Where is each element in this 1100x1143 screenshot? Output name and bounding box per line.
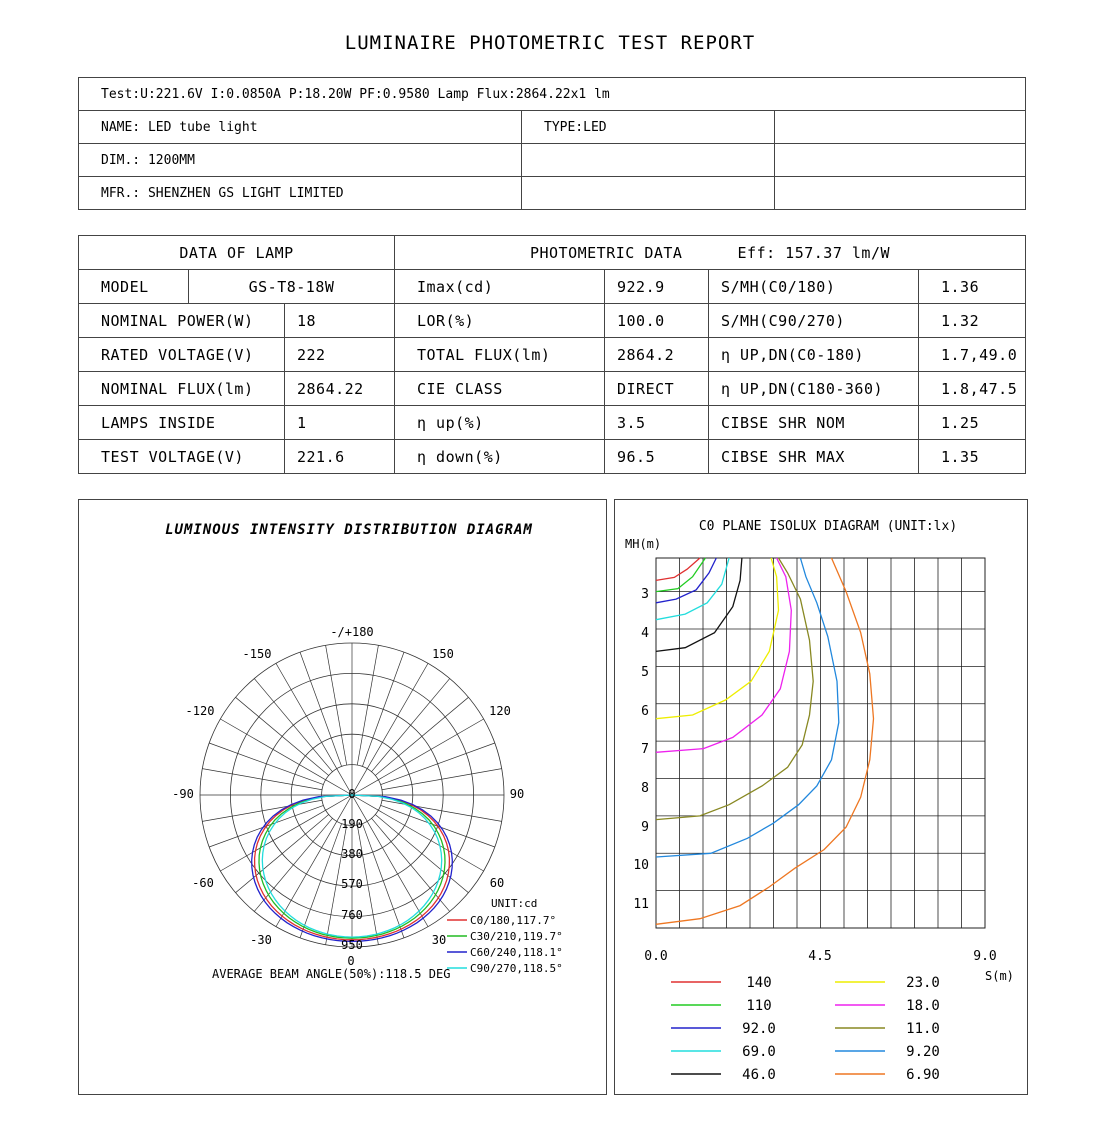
photo-value-2: 1.25 bbox=[919, 406, 1026, 440]
lamp-value: 2864.22 bbox=[285, 372, 395, 406]
photo-label-2: η UP,DN(C0-180) bbox=[709, 338, 919, 372]
data-row bbox=[79, 338, 1026, 372]
y-tick: 5 bbox=[641, 665, 649, 680]
polar-spoke bbox=[254, 679, 332, 772]
angle-label: -90 bbox=[172, 787, 194, 801]
polar-spoke bbox=[352, 795, 378, 810]
radial-label: 760 bbox=[341, 908, 363, 922]
legend-label: 110 bbox=[746, 998, 772, 1014]
legend-label: 11.0 bbox=[906, 1021, 940, 1037]
angle-label: -30 bbox=[250, 933, 272, 947]
radial-label: 190 bbox=[341, 817, 363, 831]
legend-label: 140 bbox=[746, 975, 772, 991]
polar-spoke bbox=[375, 697, 468, 775]
y-tick: 7 bbox=[641, 742, 649, 757]
polar-diagram bbox=[79, 500, 606, 1094]
legend-label: C60/240,118.1° bbox=[470, 946, 563, 959]
photo-value-2: 1.7,49.0 bbox=[919, 338, 1026, 372]
photo-label-2: CIBSE SHR MAX bbox=[709, 440, 919, 474]
y-tick: 6 bbox=[641, 704, 649, 719]
photo-label: η down(%) bbox=[395, 440, 605, 474]
photo-value: 96.5 bbox=[605, 440, 709, 474]
polar-diagram-panel bbox=[78, 499, 607, 1095]
legend-label: 69.0 bbox=[742, 1044, 776, 1060]
data-row bbox=[79, 304, 1026, 338]
empty-cell bbox=[522, 144, 775, 177]
y-tick: 8 bbox=[641, 781, 649, 796]
angle-label: 150 bbox=[432, 647, 454, 661]
photo-value-2: 1.36 bbox=[919, 270, 1026, 304]
x-axis-label: S(m) bbox=[985, 969, 1014, 983]
isolux-curve bbox=[656, 558, 791, 752]
legend-label: 6.90 bbox=[906, 1067, 940, 1083]
polar-spoke bbox=[362, 652, 404, 766]
name-row bbox=[79, 111, 1026, 144]
y-tick: 11 bbox=[633, 897, 649, 912]
isolux-curve bbox=[656, 558, 742, 651]
data-table bbox=[78, 235, 1026, 474]
angle-label: 60 bbox=[489, 876, 505, 890]
lamp-label: LAMPS INSIDE bbox=[79, 406, 285, 440]
y-tick: 3 bbox=[641, 587, 649, 602]
legend-label: C90/270,118.5° bbox=[470, 962, 563, 975]
isolux-curve bbox=[656, 558, 779, 719]
isolux-legend bbox=[671, 975, 940, 1083]
beam-angle-label: AVERAGE BEAM ANGLE(50%):118.5 DEG bbox=[212, 967, 451, 981]
isolux-chart bbox=[615, 500, 1027, 1094]
lamp-label: NOMINAL POWER(W) bbox=[79, 304, 285, 338]
model-value: GS-T8-18W bbox=[189, 270, 395, 304]
radial-label: 0 bbox=[348, 787, 356, 801]
lamp-label: NOMINAL FLUX(lm) bbox=[79, 372, 285, 406]
mfr-cell: MFR.: SHENZHEN GS LIGHT LIMITED bbox=[79, 177, 522, 210]
polar-spoke bbox=[375, 815, 468, 893]
y-tick: 4 bbox=[641, 626, 649, 641]
x-tick: 4.5 bbox=[808, 949, 832, 964]
empty-cell bbox=[775, 177, 1026, 210]
legend-label: 18.0 bbox=[906, 998, 940, 1014]
y-tick: 10 bbox=[633, 858, 649, 873]
polar-spoke bbox=[236, 815, 329, 893]
polar-title: LUMINOUS INTENSITY DISTRIBUTION DIAGRAM bbox=[165, 522, 533, 538]
test-line: Test:U:221.6V I:0.0850A P:18.20W PF:0.9580 Lamp Flux:2864.22x1 lm bbox=[79, 78, 1026, 111]
report-title: LUMINAIRE PHOTOMETRIC TEST REPORT bbox=[344, 32, 756, 54]
photo-label-2: CIBSE SHR NOM bbox=[709, 406, 919, 440]
dim-row bbox=[79, 144, 1026, 177]
legend-label: C30/210,119.7° bbox=[470, 930, 563, 943]
empty-cell bbox=[522, 177, 775, 210]
empty-cell bbox=[775, 111, 1026, 144]
polar-spoke bbox=[300, 824, 342, 938]
polar-spoke bbox=[209, 743, 323, 785]
name-cell: NAME: LED tube light bbox=[79, 111, 522, 144]
photo-label-2: η UP,DN(C180-360) bbox=[709, 372, 919, 406]
legend-label: 9.20 bbox=[906, 1044, 940, 1060]
legend-label: 46.0 bbox=[742, 1067, 776, 1083]
unit-label: UNIT:cd bbox=[491, 897, 538, 910]
data-row bbox=[79, 406, 1026, 440]
y-axis-label: MH(m) bbox=[625, 537, 662, 551]
polar-spoke bbox=[202, 769, 322, 790]
photo-value: 100.0 bbox=[605, 304, 709, 338]
photo-value-2: 1.32 bbox=[919, 304, 1026, 338]
photo-label: TOTAL FLUX(lm) bbox=[395, 338, 605, 372]
angle-label: -/+180 bbox=[330, 625, 374, 639]
photo-label: Imax(cd) bbox=[395, 270, 605, 304]
angle-label: -120 bbox=[185, 704, 215, 718]
angle-label: 0 bbox=[347, 954, 355, 968]
efficacy: Eff: 157.37 lm/W bbox=[737, 243, 891, 262]
polar-spoke bbox=[357, 645, 378, 765]
photometric-title: PHOTOMETRIC DATA bbox=[529, 243, 683, 262]
lamp-label: TEST VOLTAGE(V) bbox=[79, 440, 285, 474]
isolux-diagram-panel bbox=[614, 499, 1028, 1095]
angle-label: 90 bbox=[509, 787, 525, 801]
legend-label: 92.0 bbox=[742, 1021, 776, 1037]
mfr-row bbox=[79, 177, 1026, 210]
angle-label: 30 bbox=[431, 933, 447, 947]
model-row bbox=[79, 270, 1026, 304]
polar-legend bbox=[447, 897, 563, 975]
radial-label: 570 bbox=[341, 877, 363, 891]
polar-spoke bbox=[382, 769, 502, 790]
header-row bbox=[79, 236, 1026, 270]
model-label: MODEL bbox=[79, 270, 189, 304]
angle-label: -60 bbox=[192, 876, 214, 890]
photo-label: η up(%) bbox=[395, 406, 605, 440]
polar-spoke bbox=[236, 697, 329, 775]
polar-spoke bbox=[367, 663, 428, 768]
photo-label: LOR(%) bbox=[395, 304, 605, 338]
photo-value: 2864.2 bbox=[605, 338, 709, 372]
legend-label: C0/180,117.7° bbox=[470, 914, 557, 927]
polar-spoke bbox=[381, 743, 495, 785]
isolux-curve bbox=[656, 558, 729, 620]
y-tick-labels bbox=[633, 587, 649, 912]
photometric-header bbox=[395, 236, 1026, 270]
polar-spoke bbox=[326, 645, 347, 765]
angle-label: 120 bbox=[489, 704, 511, 718]
polar-spoke bbox=[220, 719, 325, 780]
y-tick: 9 bbox=[641, 820, 649, 835]
lamp-value: 1 bbox=[285, 406, 395, 440]
photo-label: CIE CLASS bbox=[395, 372, 605, 406]
isolux-curve bbox=[656, 558, 716, 603]
photo-value-2: 1.35 bbox=[919, 440, 1026, 474]
polar-spoke bbox=[378, 719, 483, 780]
isolux-curve bbox=[656, 558, 839, 857]
photo-value-2: 1.8,47.5 bbox=[919, 372, 1026, 406]
polar-spoke bbox=[276, 663, 337, 768]
data-row bbox=[79, 440, 1026, 474]
radial-label: 380 bbox=[341, 847, 363, 861]
legend-label: 23.0 bbox=[906, 975, 940, 991]
polar-spoke bbox=[352, 780, 378, 795]
lamp-value: 18 bbox=[285, 304, 395, 338]
x-tick: 9.0 bbox=[973, 949, 997, 964]
photo-value: 922.9 bbox=[605, 270, 709, 304]
dim-cell: DIM.: 1200MM bbox=[79, 144, 522, 177]
lamp-label: RATED VOLTAGE(V) bbox=[79, 338, 285, 372]
isolux-curve bbox=[656, 558, 700, 580]
x-tick: 0.0 bbox=[644, 949, 668, 964]
radial-label: 950 bbox=[341, 938, 363, 952]
chart-title: C0 PLANE ISOLUX DIAGRAM (UNIT:lx) bbox=[698, 519, 958, 534]
polar-spoke bbox=[372, 679, 450, 772]
photo-label-2: S/MH(C0/180) bbox=[709, 270, 919, 304]
x-tick-labels bbox=[644, 949, 996, 964]
empty-cell bbox=[775, 144, 1026, 177]
photo-value: DIRECT bbox=[605, 372, 709, 406]
data-row bbox=[79, 372, 1026, 406]
type-cell: TYPE:LED bbox=[522, 111, 775, 144]
angle-label: -150 bbox=[242, 647, 272, 661]
info-table bbox=[78, 77, 1026, 210]
lamp-value: 221.6 bbox=[285, 440, 395, 474]
lamp-data-header: DATA OF LAMP bbox=[79, 236, 395, 270]
polar-spoke bbox=[202, 800, 322, 821]
lamp-value: 222 bbox=[285, 338, 395, 372]
photo-label-2: S/MH(C90/270) bbox=[709, 304, 919, 338]
test-row bbox=[79, 78, 1026, 111]
photo-value: 3.5 bbox=[605, 406, 709, 440]
polar-spoke bbox=[300, 652, 342, 766]
polar-spoke bbox=[362, 824, 404, 938]
polar-spoke bbox=[382, 800, 502, 821]
